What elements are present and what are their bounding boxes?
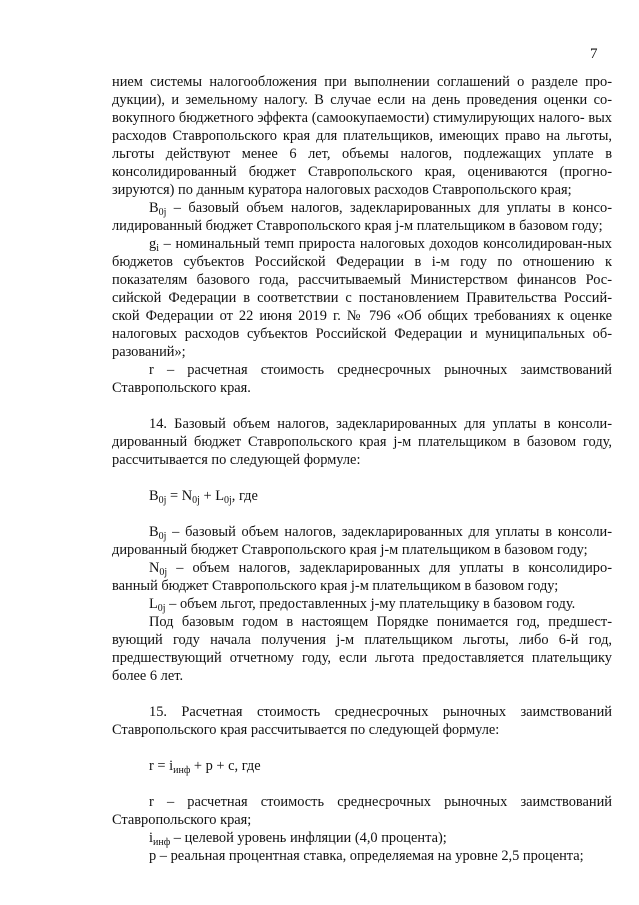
formula-r: $r = i_{инф} + p + c$, где (149, 758, 261, 776)
paragraph-base-year: Под базовым годом в настоящем Порядке понимается год, предшест-вующий году начала получения j-м плательщиком льготы, либо 6-й год, предшествующий отчетному году, если льгота предоставляется плательщику более 6 лет. (112, 614, 612, 684)
definition-b0j: $B_{0j}$ – базовый объем налогов, задекларированных для уплаты в консо-лидированный бюджет Ставропольского края j-м плательщиком в базовом году; (112, 200, 612, 234)
item-14: 14. Базовый объем налогов, задекларированных для уплаты в консоли-дированный бюджет Ставропольского края j-м плательщиком в базовом году, рассчитывается по следующей формуле: (112, 416, 612, 468)
definition-b0j-2: $B_{0j}$ – базовый объем налогов, задекларированных для уплаты в консоли-дированный бюджет Ставропольского края j-м плательщиком в базовом году; (112, 524, 612, 558)
paragraph-tax-system: нием системы налогообложения при выполнении соглашений о разделе про- дукции), и земельному налогу. В случае если на день проведения оценки со- вокупного бюджетного эффекта (самоокупаемости) стимулирующих налого- вых расходов Ставропольского края для плательщиков, имеющих право на льготы, льготы действуют менее 6 лет, объемы налогов, подлежащих уплате в консолидированный бюджет Ставропольского края, оцениваются (прогно- зируются) по данным куратора налоговых расходов Ставропольского края; (112, 74, 612, 198)
definition-gi: $g_i$ – номинальный темп прироста налоговых доходов консолидирован-ных бюджетов субъектов Российской Федерации в i-м году по отношению к показателям базового года, рассчитываемый Министерством финансов Рос-сийской Федерации в соответствии с постановлением Правительства Россий-ской Федерации от 22 июня 2019 г. № 796 «Об общих требованиях к оценке налоговых расходов субъектов Российской Федерации и муниципальных об-разований»; (112, 236, 612, 360)
formula-b0j: $B_{0j} = N_{0j} + L_{0j}$, где (149, 488, 258, 506)
page-number: 7 (590, 46, 598, 62)
definition-iinf: $i_{инф}$ – целевой уровень инфляции (4,0 процента); (149, 830, 447, 848)
definition-p: p – реальная процентная ставка, определяемая на уровне 2,5 процента; (149, 848, 584, 864)
definition-r-2: r – расчетная стоимость среднесрочных рыночных заимствований Ставропольского края; (112, 794, 612, 828)
item-15: 15. Расчетная стоимость среднесрочных рыночных заимствований Ставропольского края рассчитывается по следующей формуле: (112, 704, 612, 738)
definition-n0j: $N_{0j}$ – объем налогов, задекларированных для уплаты в консолидиро-ванный бюджет Ставропольского края j-м плательщиком в базовом году; (112, 560, 612, 594)
definition-r: r – расчетная стоимость среднесрочных рыночных заимствований Ставропольского края. (112, 362, 612, 396)
definition-l0j: $L_{0j}$ – объем льгот, предоставленных j-му плательщику в базовом году. (149, 596, 576, 614)
document-body (112, 73, 612, 865)
